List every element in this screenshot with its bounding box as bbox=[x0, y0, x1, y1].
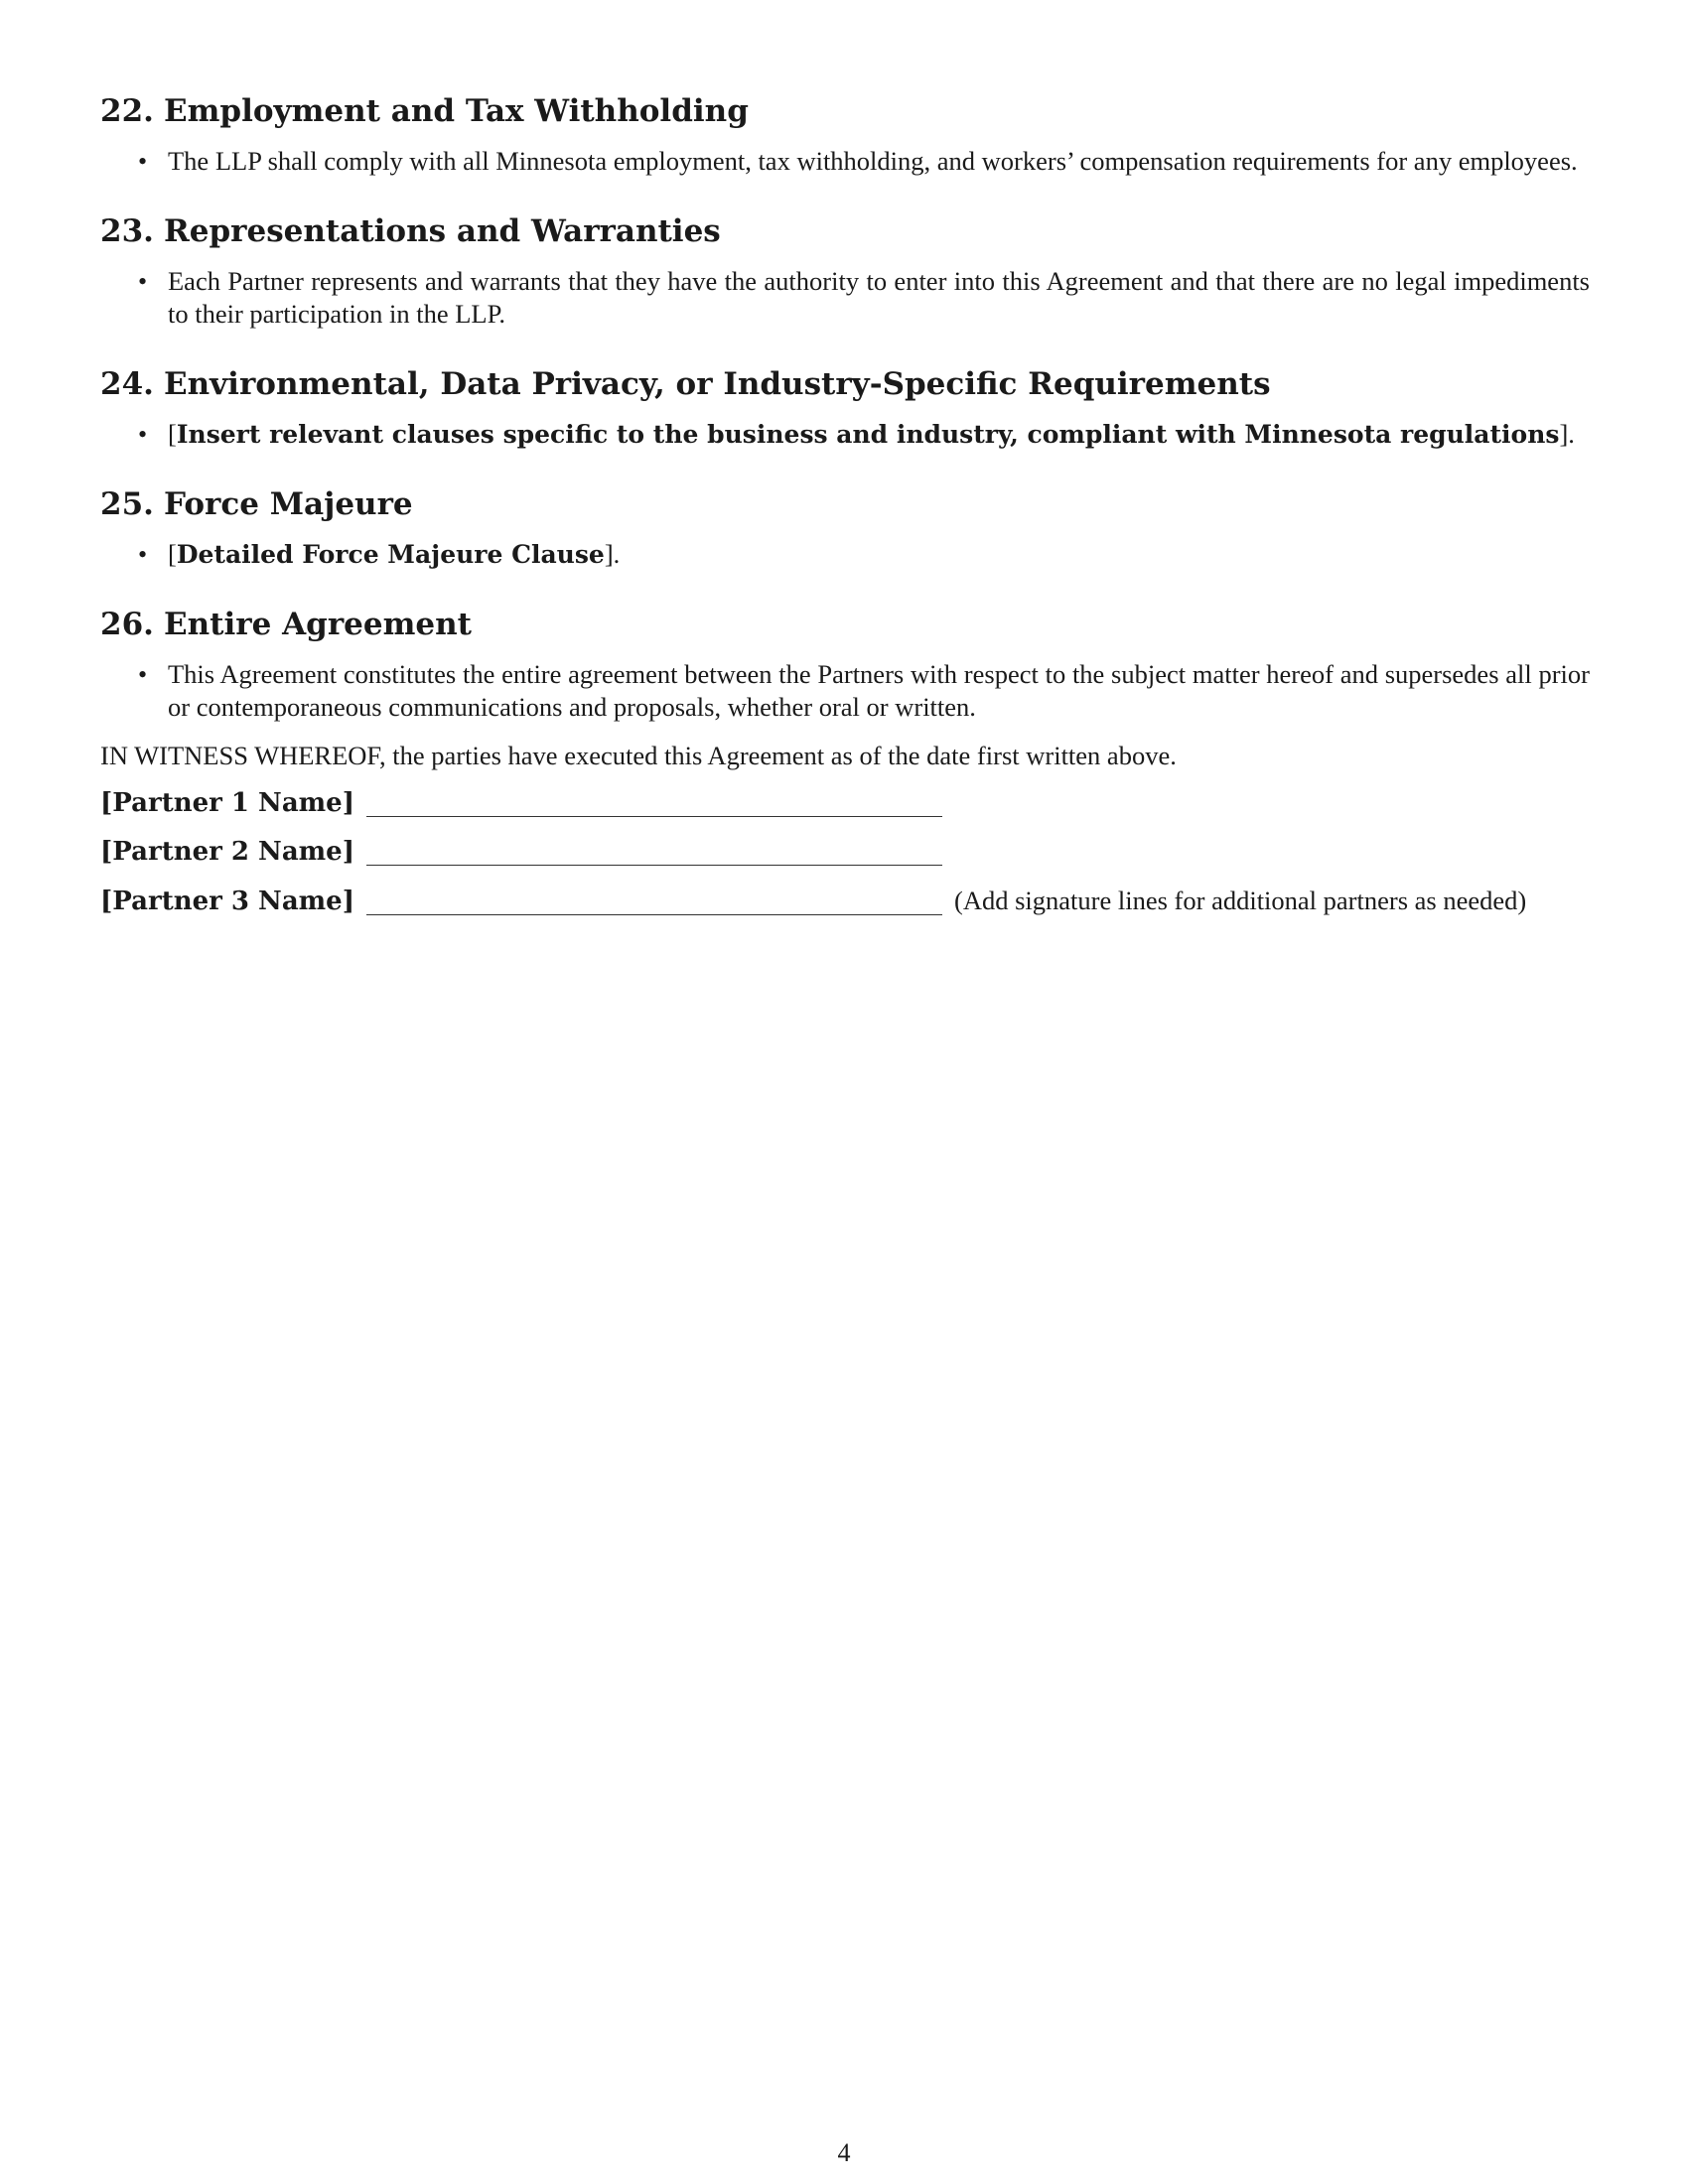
section-23 bbox=[100, 211, 1590, 331]
list-item bbox=[100, 265, 1590, 331]
section-24 bbox=[100, 364, 1590, 451]
bullet-list bbox=[100, 538, 1590, 571]
section-heading bbox=[100, 91, 1590, 131]
document-page bbox=[100, 91, 1590, 934]
signature-line[interactable] bbox=[366, 865, 942, 866]
section-title: Employment and Tax Withholding bbox=[164, 93, 749, 129]
section-number: 24. bbox=[100, 366, 154, 402]
signature-row bbox=[100, 886, 1590, 934]
signature-note: (Add signature lines for additional partners as needed) bbox=[954, 886, 1527, 915]
witness-statement: IN WITNESS WHEREOF, the parties have executed this Agreement as of the date first written above. bbox=[100, 741, 1177, 770]
bullet-icon: • bbox=[138, 660, 148, 689]
placeholder-text: Detailed Force Majeure Clause bbox=[176, 540, 605, 569]
bullet-text: This Agreement constitutes the entire agreement between the Partners with respect to the subject matter hereof and supersedes all prior or contemporaneous communications and proposals, whether oral or written. bbox=[168, 659, 1590, 722]
list-item bbox=[100, 538, 1590, 571]
section-title: Representations and Warranties bbox=[164, 213, 721, 249]
bullet-text: The LLP shall comply with all Minnesota employment, tax withholding, and workers’ compensation requirements for any employees. bbox=[168, 146, 1578, 176]
bullet-list bbox=[100, 265, 1590, 331]
bullet-icon: • bbox=[138, 147, 148, 176]
bracket-close: ]. bbox=[604, 539, 621, 569]
section-number: 23. bbox=[100, 213, 154, 249]
signature-line[interactable] bbox=[366, 816, 942, 817]
section-heading bbox=[100, 364, 1590, 404]
signature-name: [Partner 2 Name] bbox=[100, 837, 355, 867]
bullet-list bbox=[100, 658, 1590, 724]
section-heading bbox=[100, 605, 1590, 644]
bullet-text: Each Partner represents and warrants that they have the authority to enter into this Agreement and that there are no legal impediments to their participation in the LLP. bbox=[168, 266, 1590, 329]
signature-line[interactable] bbox=[366, 914, 942, 915]
section-26 bbox=[100, 605, 1590, 724]
placeholder-text: Insert relevant clauses specific to the business and industry, compliant with Minnesota regulations bbox=[176, 420, 1560, 449]
bullet-list bbox=[100, 418, 1590, 451]
list-item bbox=[100, 658, 1590, 724]
bracket-close: ]. bbox=[1559, 419, 1575, 449]
page-number: 4 bbox=[837, 2138, 851, 2167]
list-item bbox=[100, 145, 1590, 178]
bullet-list bbox=[100, 145, 1590, 178]
bracket-open: [ bbox=[168, 539, 177, 569]
section-number: 25. bbox=[100, 486, 154, 522]
bullet-icon: • bbox=[138, 267, 148, 296]
section-25 bbox=[100, 484, 1590, 571]
signature-row bbox=[100, 837, 1590, 886]
section-22 bbox=[100, 91, 1590, 178]
list-item bbox=[100, 418, 1590, 451]
bullet-icon: • bbox=[138, 420, 148, 449]
section-title: Entire Agreement bbox=[164, 607, 472, 642]
signature-name: [Partner 1 Name] bbox=[100, 788, 355, 818]
section-title: Environmental, Data Privacy, or Industry-Specific Requirements bbox=[164, 366, 1271, 402]
section-number: 22. bbox=[100, 93, 154, 129]
bullet-icon: • bbox=[138, 540, 148, 569]
section-heading bbox=[100, 484, 1590, 524]
section-number: 26. bbox=[100, 607, 154, 642]
section-title: Force Majeure bbox=[164, 486, 413, 522]
signature-row bbox=[100, 788, 1590, 837]
section-heading bbox=[100, 211, 1590, 251]
bracket-open: [ bbox=[168, 419, 177, 449]
signature-name: [Partner 3 Name] bbox=[100, 887, 355, 916]
